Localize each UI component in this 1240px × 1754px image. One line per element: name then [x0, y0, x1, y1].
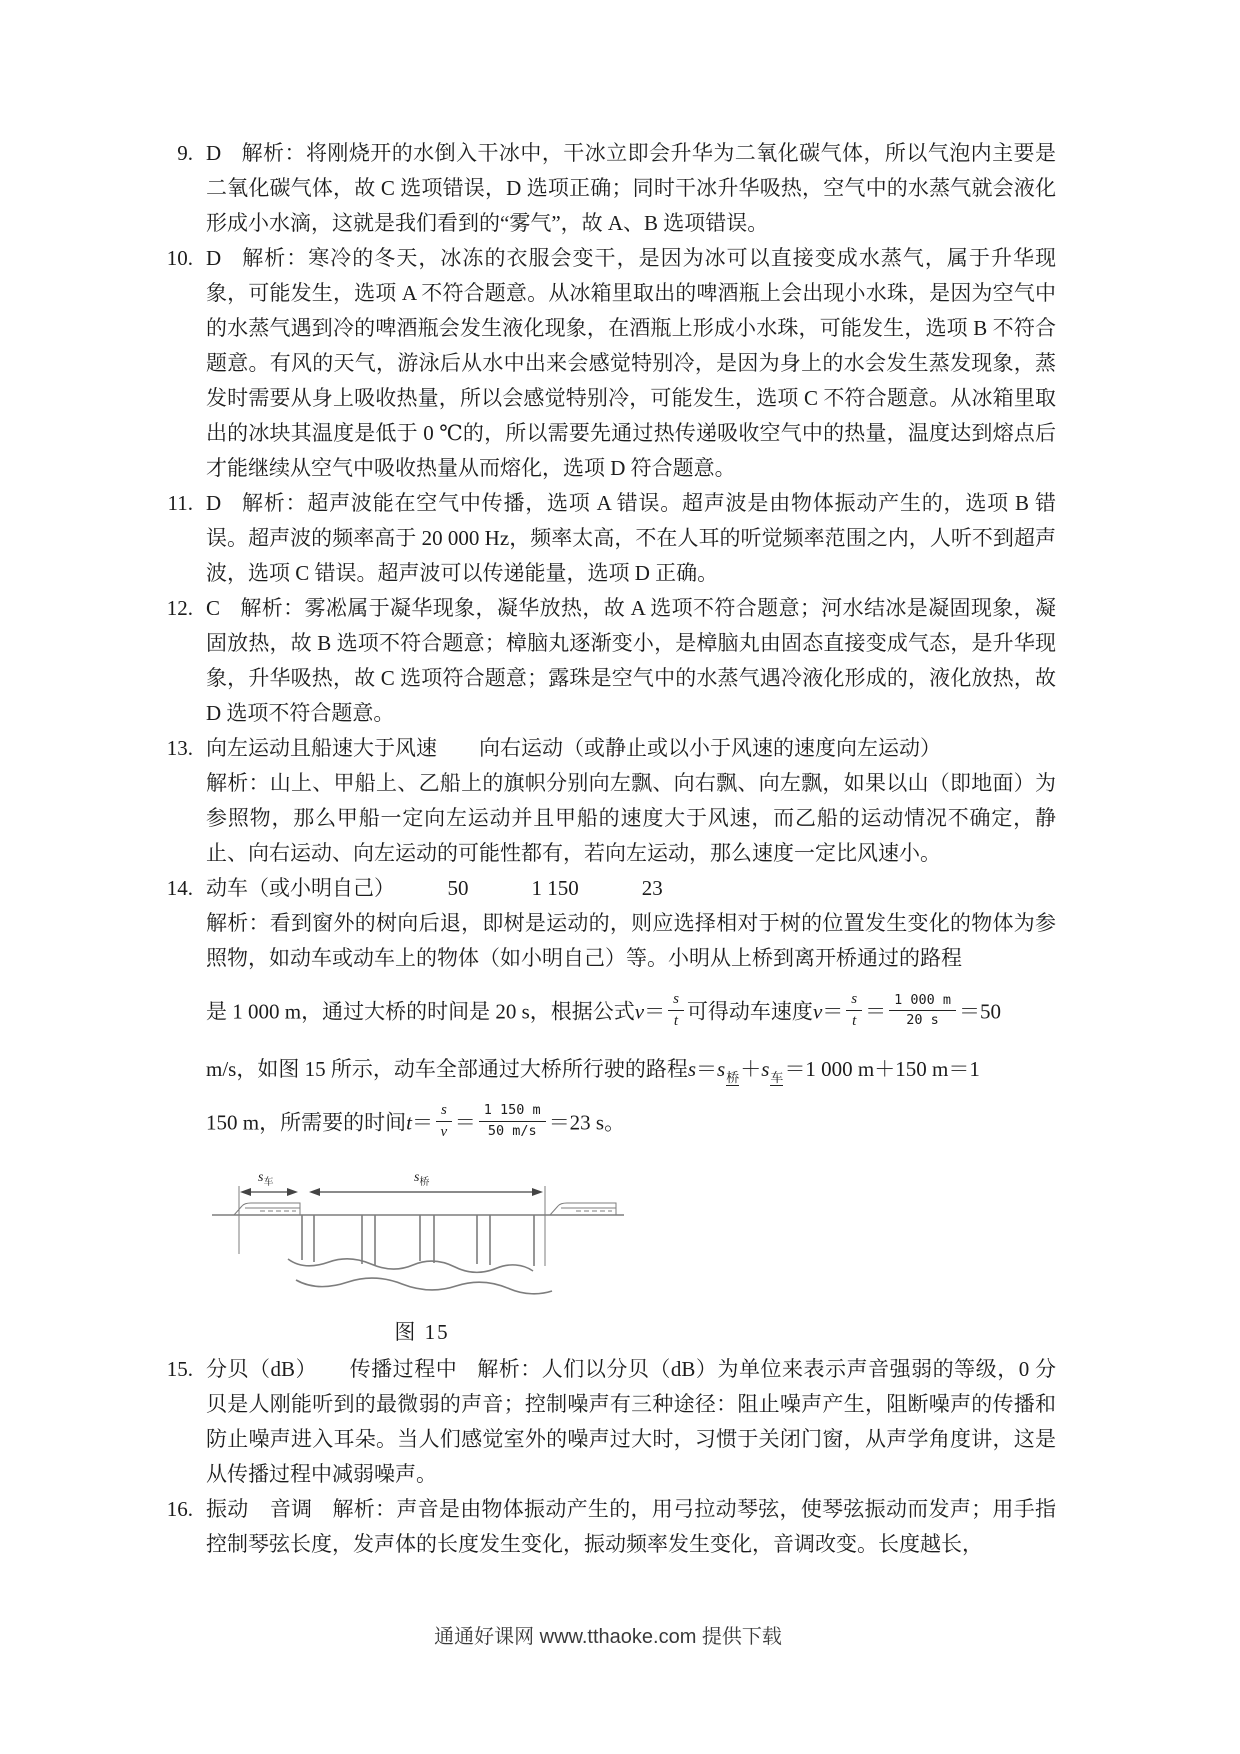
analysis-text: 解析：雾凇属于凝华现象，凝华放热，故 A 选项不符合题意；河水结冰是凝固现象，凝固放热，故 B 选项不符合题意；樟脑丸逐渐变小，是樟脑丸由固态直接变成气态，是升华现象，升华吸热，故 C 选项符合题意；露珠是空气中的水蒸气遇冷液化形成的，液化放热，故 D 选项不符合题意。 — [206, 596, 1056, 725]
answer-item-9 — [160, 136, 1056, 241]
item-number: 14. — [166, 876, 193, 900]
train-icon-left — [234, 1203, 300, 1215]
item-paragraph — [206, 241, 1056, 486]
arrow-s-bridge — [309, 1188, 543, 1196]
answer-item-13 — [160, 731, 1056, 871]
fraction-s-over-t: $\frac{s}{t}$ — [846, 991, 862, 1031]
var-t: t — [406, 1110, 412, 1135]
answer-value: D — [206, 141, 222, 165]
distance-formula-line: m/s，如图 15 所示，动车全部通过大桥所行驶的路程$s=s_桥+s_车=1$ 000 m＋150 m＝1 — [206, 1056, 980, 1085]
water-waves — [288, 1259, 552, 1294]
var-s-bridge: s — [717, 1056, 726, 1081]
label-s-train: $s_车$ — [258, 1170, 274, 1188]
bridge-piers — [302, 1215, 534, 1266]
answer-value: 振动 音调 — [206, 1497, 313, 1521]
answer-sheet — [160, 136, 1056, 1562]
figure-caption: 图 15 — [394, 1320, 450, 1344]
analysis-text: 解析：人们以分贝（dB）为单位来表示声音强弱的等级，0 分贝是人刚能听到的最微弱的声音；控制噪声有三种途径：阻止噪声产生，阻断噪声的传播和防止噪声进入耳朵。当人们感觉室外的噪声过大时，习惯于关闭门窗，从声学角度讲，这是从传播过程中减弱噪声。 — [206, 1357, 1056, 1486]
fraction-s-over-v: $\frac{s}{v}$ — [436, 1102, 452, 1142]
answer-line: 动车（或小明自己） 50 1 150 23 — [206, 876, 663, 900]
item-paragraph — [206, 1352, 1056, 1492]
time-formula-line: 150 m，所需要的时间t＝ $\frac{s}{v}$ ＝ $\frac{1 150 m}{50 m/s}$ ＝23 s。 — [206, 1101, 626, 1140]
subscript-train: 车 — [770, 1069, 784, 1085]
item-paragraph — [206, 136, 1056, 241]
answer-item-12 — [160, 591, 1056, 731]
var-v: v — [812, 999, 823, 1024]
answer-line: 向左运动且船速大于风速 向右运动（或静止或以小于风速的速度向左运动） — [206, 736, 941, 760]
item-paragraph — [206, 1492, 1056, 1562]
item-number: 12. — [166, 596, 193, 620]
arrow-s-train — [240, 1188, 298, 1196]
page-footer: 通通好课网 www.tthaoke.com 提供下载 — [434, 1626, 782, 1648]
item-number: 11. — [167, 491, 193, 515]
answer-value: D — [206, 246, 222, 270]
item-number: 10. — [166, 246, 193, 270]
analysis-text: 解析：寒冷的冬天，冰冻的衣服会变干，是因为冰可以直接变成水蒸气，属于升华现象，可能发生，选项 A 不符合题意。从冰箱里取出的啤酒瓶上会出现小水珠，是因为空气中的水蒸气遇到冷的啤酒瓶会发生液化现象，在酒瓶上形成小水珠，可能发生，选项 B 不符合题意。有风的天气，游泳后从水中出来会感觉特别冷，是因为身上的水会发生蒸发现象，蒸发时需要从身上吸收热量，所以会感觉特别冷，可能发生，选项 C 不符合题意。从冰箱里取出的冰块其温度是低于 0 ℃的，所以需要先通过热传递吸收空气中的热量，温度达到熔点后才能继续从空气中吸收热量从而熔化，选项 D 符合题意。 — [206, 246, 1056, 480]
fraction-1150m-over-50ms: $\frac{1 150 m}{50 m/s}$ — [479, 1103, 546, 1139]
var-v: v — [634, 999, 645, 1024]
answer-item-11 — [160, 486, 1056, 591]
answer-item-10 — [160, 241, 1056, 486]
train-icon-right — [550, 1203, 616, 1215]
answer-value: C — [206, 596, 221, 620]
figure-train-bridge — [212, 1162, 632, 1311]
answer-item-15 — [160, 1352, 1056, 1492]
item-number: 9. — [177, 141, 193, 165]
answer-item-16 — [160, 1492, 1056, 1562]
analysis-text: 解析：声音是由物体振动产生的，用弓拉动琴弦，使琴弦振动而发声；用手指控制琴弦长度，发声体的长度发生变化，振动频率发生变化，音调改变。长度越长， — [206, 1497, 1057, 1556]
answer-value: D — [206, 491, 222, 515]
analysis-text: 解析：超声波能在空气中传播，选项 A 错误。超声波是由物体振动产生的，选项 B 错误。超声波的频率高于 20 000 Hz，频率太高，不在人耳的听觉频率范围之内，人听不到超声波，选项 C 错误。超声波可以传递能量，选项 D 正确。 — [206, 491, 1056, 585]
analysis-text: 解析：看到窗外的树向后退，即树是运动的，则应选择相对于树的位置发生变化的物体为参照物，如动车或动车上的物体（如小明自己）等。小明从上桥到离开桥通过的路程 — [206, 911, 1056, 970]
fraction-1000m-over-20s: $\frac{1 000 m}{20 s}$ — [889, 993, 956, 1029]
answer-item-14 — [160, 871, 1056, 1352]
var-s-train: s — [761, 1056, 770, 1081]
subscript-bridge: 桥 — [726, 1069, 740, 1085]
speed-formula-line: 是 1 000 m，通过大桥的时间是 20 s，根据公式v＝ $\frac{s}{t}$ 可得动车速度v＝ $\frac{s}{t}$ ＝ $\frac{1 000 m}{20 s}$ ＝50 — [206, 991, 1002, 1030]
answer-value: 分贝（dB） 传播过程中 — [206, 1357, 458, 1381]
item-number: 15. — [166, 1357, 193, 1381]
item-number: 16. — [166, 1497, 193, 1521]
analysis-text: 解析：将刚烧开的水倒入干冰中，干冰立即会升华为二氧化碳气体，所以气泡内主要是二氧化碳气体，故 C 选项错误，D 选项正确；同时干冰升华吸热，空气中的水蒸气就会液化形成小水滴，这就是我们看到的“雾气”，故 A、B 选项错误。 — [206, 141, 1056, 235]
analysis-text: 解析：山上、甲船上、乙船上的旗帜分别向左飘、向右飘、向左飘，如果以山（即地面）为参照物，那么甲船一定向左运动并且甲船的速度大于风速，而乙船的运动情况不确定，静止、向右运动、向左运动的可能性都有，若向左运动，那么速度一定比风速小。 — [206, 771, 1056, 865]
item-paragraph — [206, 486, 1056, 591]
fraction-s-over-t: $\frac{s}{t}$ — [668, 991, 684, 1031]
var-s: s — [687, 1056, 697, 1081]
label-s-bridge: $s_桥$ — [414, 1170, 430, 1188]
item-paragraph — [206, 591, 1056, 731]
item-number: 13. — [166, 736, 193, 760]
